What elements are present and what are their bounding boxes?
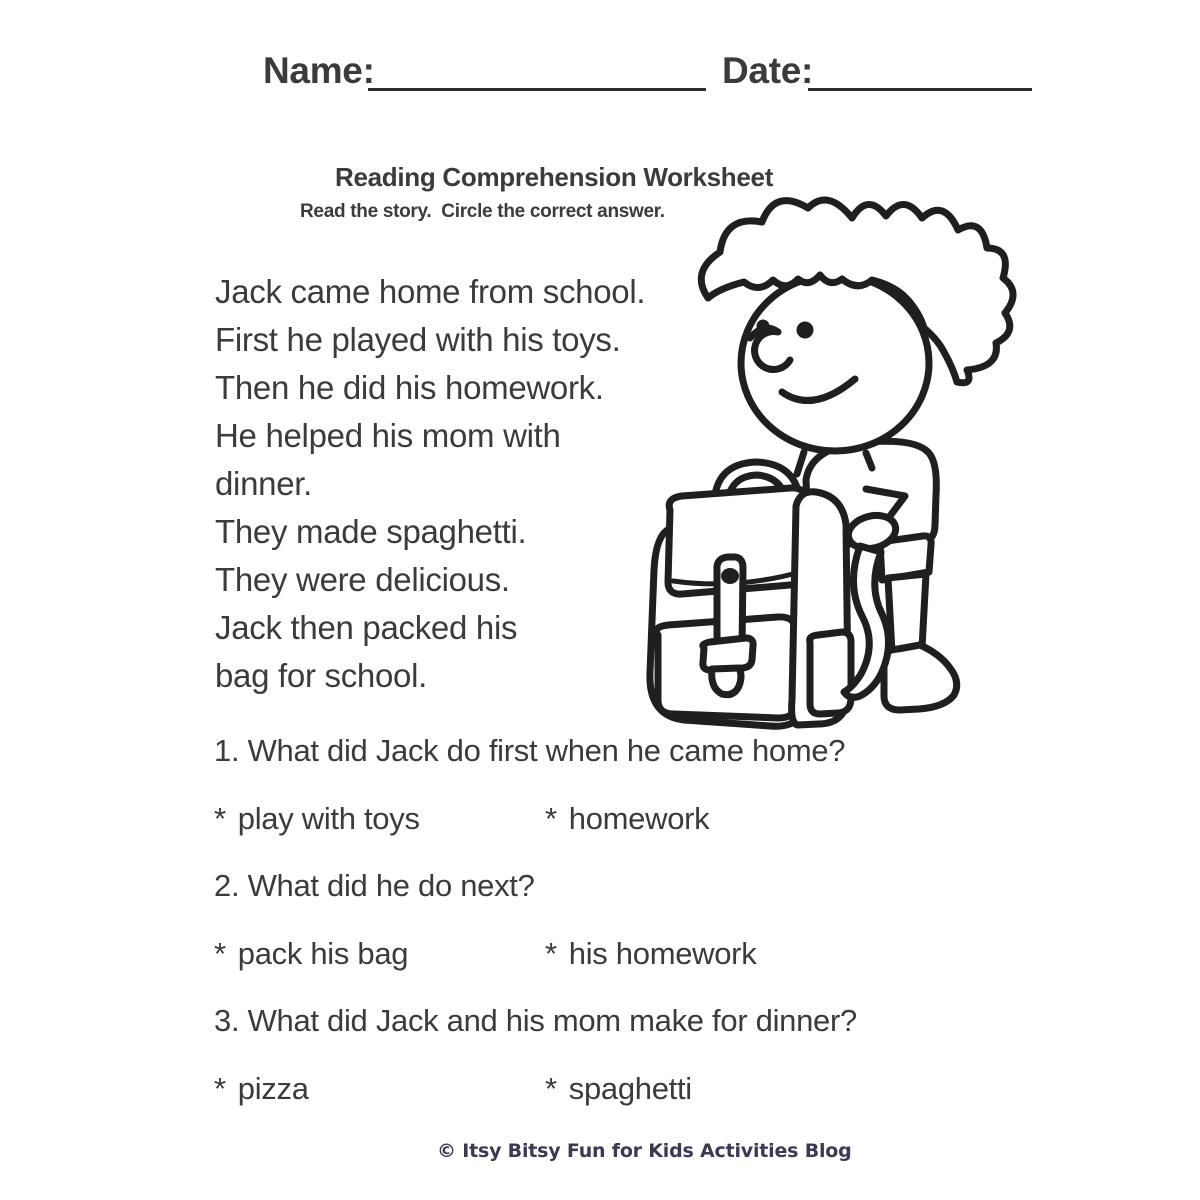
answer-option-label: his homework xyxy=(568,936,757,971)
answer-option[interactable] xyxy=(214,1071,309,1107)
name-label: Name: xyxy=(263,50,375,91)
page-title: Reading Comprehension Worksheet xyxy=(335,162,774,192)
instructions: Read the story. Circle the correct answer. xyxy=(300,201,665,222)
name-blank-line[interactable] xyxy=(368,88,706,91)
story-line: Jack then packed his xyxy=(215,609,518,646)
question-1: 1. What did Jack do first when he came home? xyxy=(214,733,846,768)
backpack-buckle-dot xyxy=(721,568,739,584)
backpack-strap-tip xyxy=(712,668,741,695)
answer-option-label: pizza xyxy=(237,1071,309,1106)
story-line: They made spaghetti. xyxy=(215,513,527,550)
date-blank-line[interactable] xyxy=(808,88,1032,91)
question-1-options xyxy=(214,801,1054,843)
answer-option-label: pack his bag xyxy=(237,936,409,971)
asterisk-bullet: * xyxy=(545,801,557,836)
answer-option-label: spaghetti xyxy=(568,1071,692,1106)
backpack-side-pocket xyxy=(810,632,851,714)
answer-option[interactable] xyxy=(214,936,408,972)
answer-option[interactable] xyxy=(545,1071,692,1107)
asterisk-bullet: * xyxy=(214,801,226,836)
boy-shoe xyxy=(884,645,957,710)
answer-option-label: play with toys xyxy=(237,801,420,836)
answer-option[interactable] xyxy=(545,936,756,972)
answer-option-label: homework xyxy=(568,801,710,836)
question-3: 3. What did Jack and his mom make for dinner? xyxy=(214,1003,857,1038)
answer-option[interactable] xyxy=(545,801,709,837)
date-label: Date: xyxy=(722,50,814,91)
boy-shin xyxy=(888,574,926,652)
story-line: bag for school. xyxy=(215,657,427,694)
story-line: First he played with his toys. xyxy=(215,321,621,358)
copyright-credit: © Itsy Bitsy Fun for Kids Activities Blog xyxy=(437,1140,852,1162)
asterisk-bullet: * xyxy=(214,936,226,971)
boy-face xyxy=(741,275,929,451)
answer-option[interactable] xyxy=(214,801,420,837)
asterisk-bullet: * xyxy=(545,1071,557,1106)
boy-right-eye xyxy=(797,322,814,339)
story-line: Then he did his homework. xyxy=(215,369,604,406)
story-line: Jack came home from school. xyxy=(215,273,646,310)
story-line: They were delicious. xyxy=(215,561,510,598)
question-3-options xyxy=(214,1071,1054,1113)
asterisk-bullet: * xyxy=(545,936,557,971)
story-line: He helped his mom with xyxy=(215,417,561,454)
question-2: 2. What did he do next? xyxy=(214,868,535,903)
asterisk-bullet: * xyxy=(214,1071,226,1106)
boy-with-backpack-illustration xyxy=(620,180,1020,740)
story-line: dinner. xyxy=(215,465,312,502)
question-2-options xyxy=(214,936,1054,978)
